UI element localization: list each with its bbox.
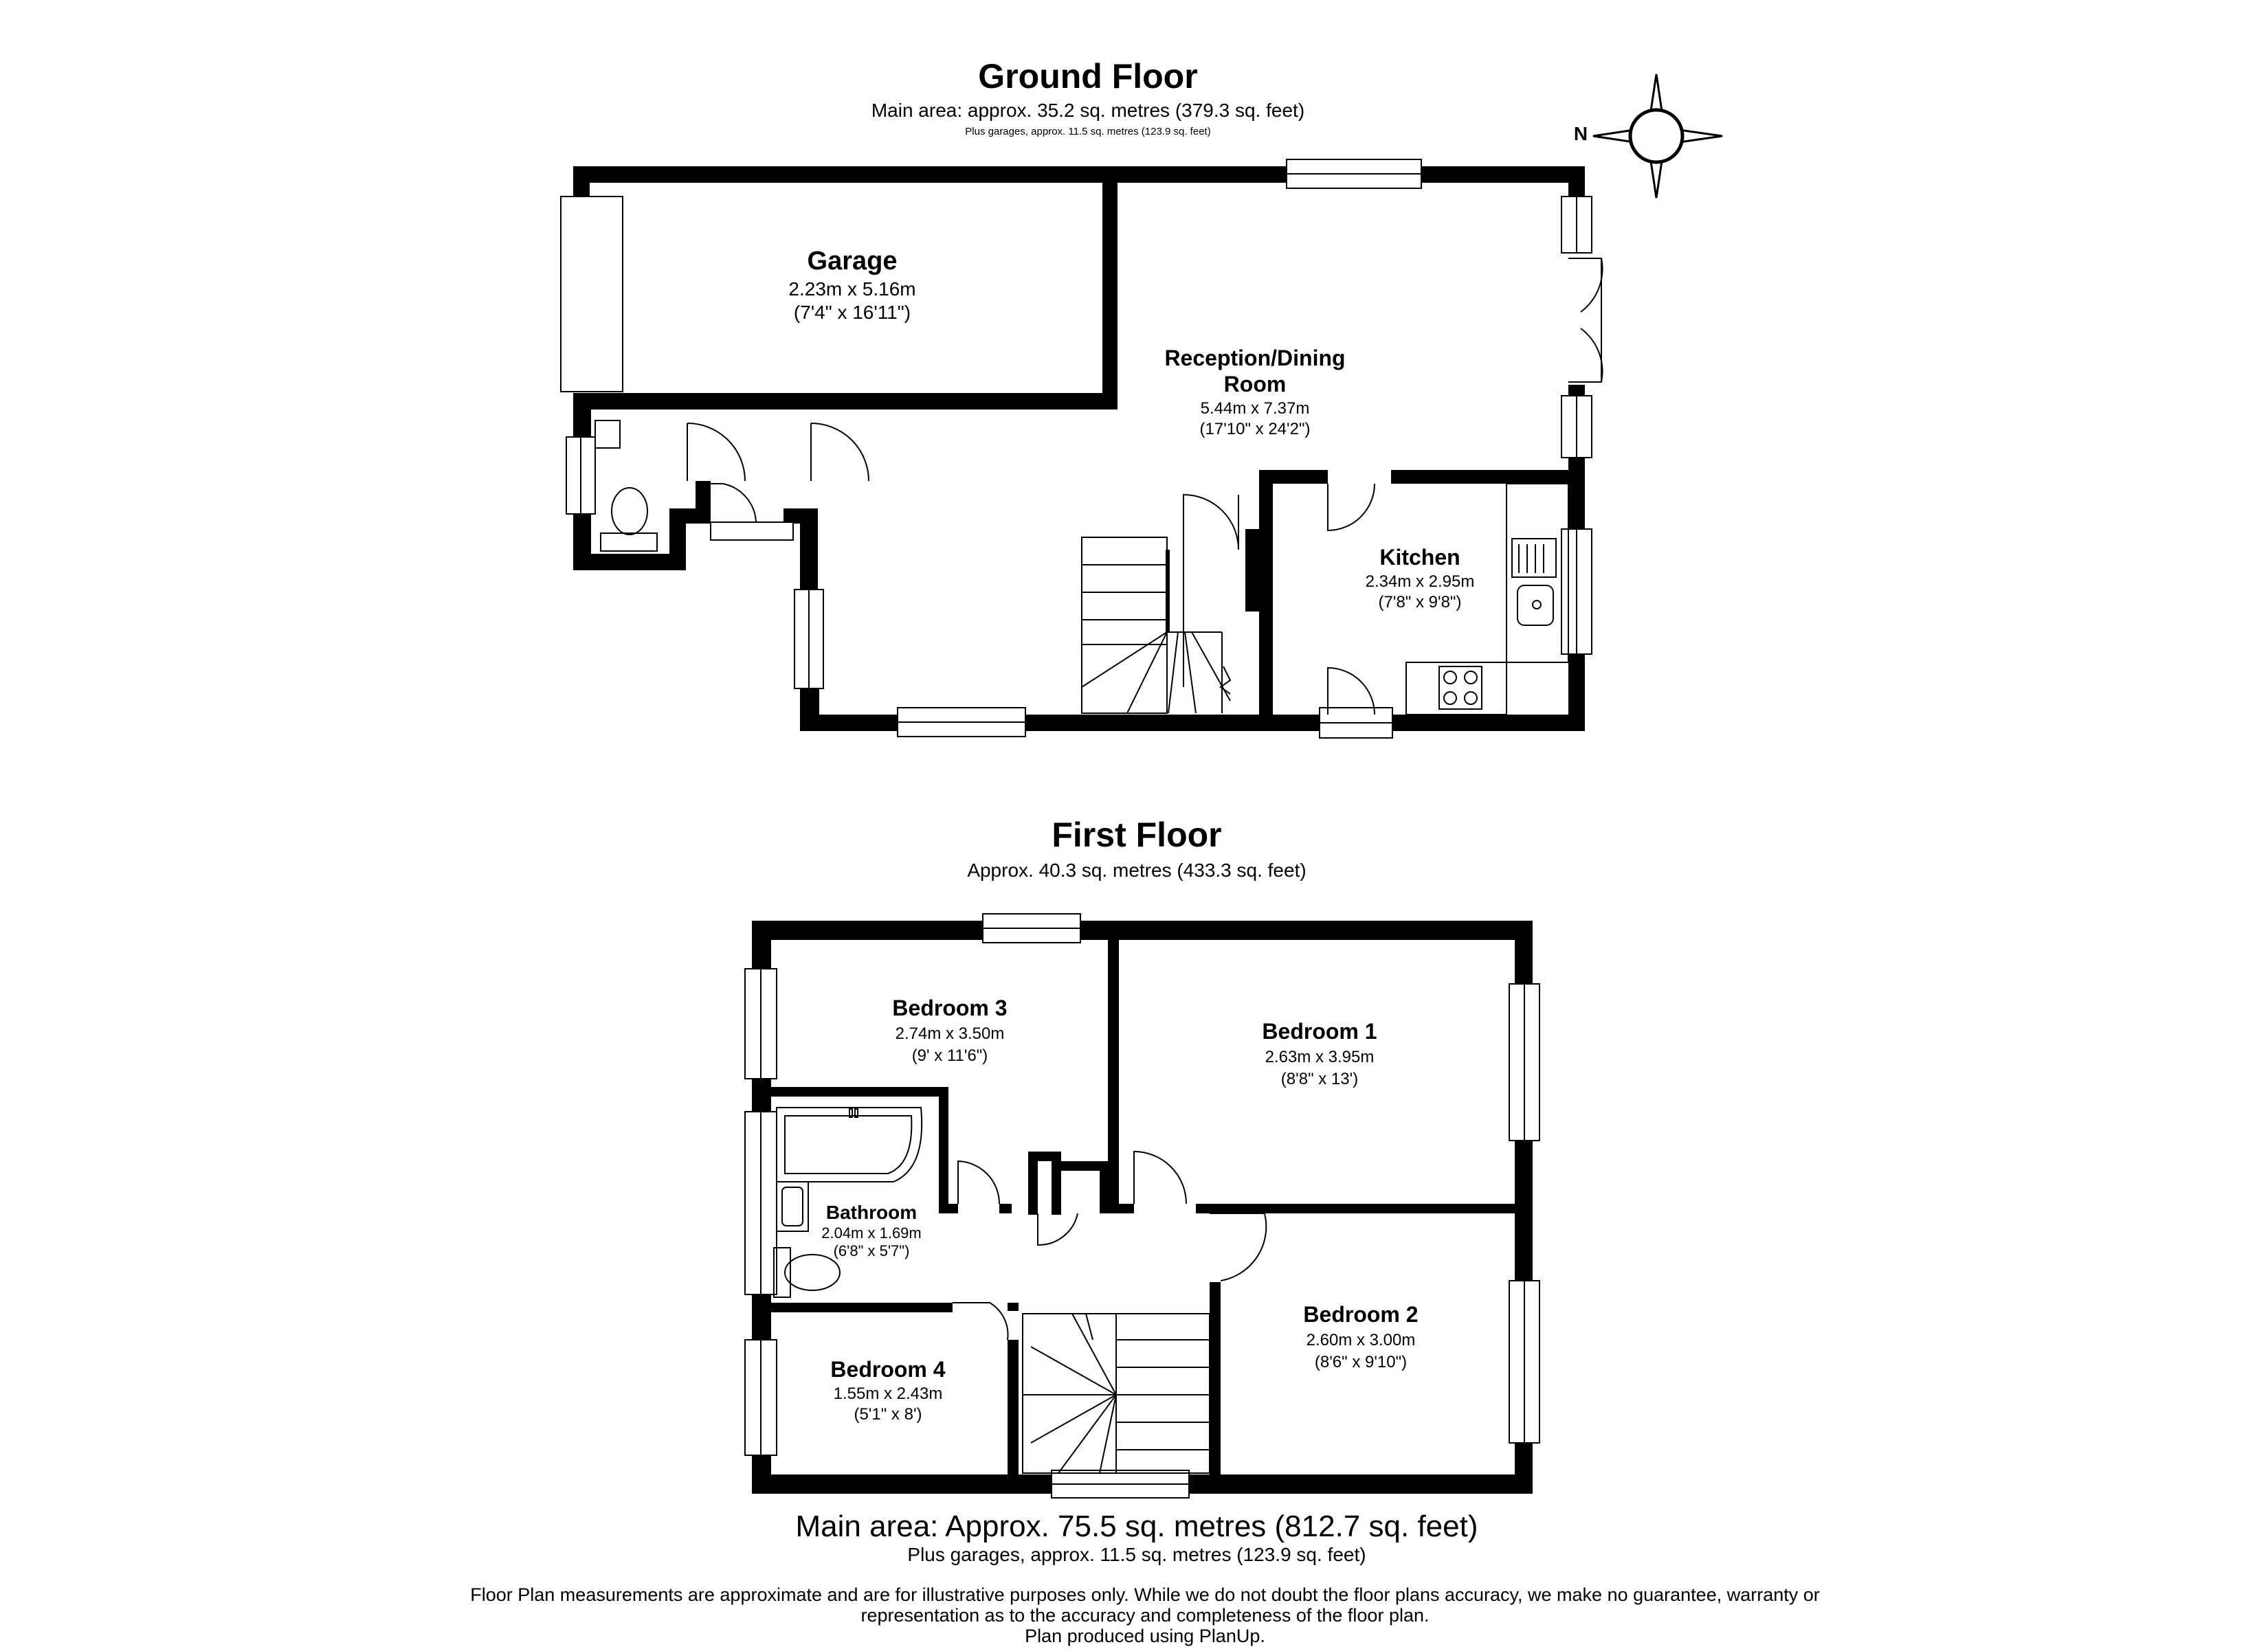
door xyxy=(811,423,869,481)
compass-north-label: N xyxy=(1573,123,1588,144)
room-dimensions-imperial: (8'8" x 13') xyxy=(1280,1070,1359,1088)
door xyxy=(711,484,756,522)
toilet-icon xyxy=(785,1255,840,1290)
room-dimensions-metric: 5.44m x 7.37m xyxy=(1200,399,1310,418)
door xyxy=(1038,1213,1078,1245)
room-dimensions-imperial: (7'8" x 9'8") xyxy=(1378,593,1462,612)
front-door xyxy=(711,522,793,540)
room-dimensions-metric: 1.55m x 2.43m xyxy=(833,1384,943,1403)
ground-floor-plan xyxy=(573,166,1585,731)
door xyxy=(953,1303,1008,1340)
room-name: Bedroom 3 xyxy=(892,996,1008,1020)
door xyxy=(1328,484,1375,530)
compass-rose-icon xyxy=(1574,74,1722,198)
ground-floor-main-area: Main area: approx. 35.2 sq. metres (379.3 sq. feet) xyxy=(871,100,1305,121)
room-garage xyxy=(788,247,915,323)
room-bedroom-4 xyxy=(830,1357,945,1424)
door xyxy=(958,1161,999,1204)
room-kitchen xyxy=(1366,545,1475,612)
room-dimensions-metric: 2.63m x 3.95m xyxy=(1265,1048,1375,1066)
room-bedroom-1 xyxy=(1262,1019,1377,1088)
room-bedroom-3 xyxy=(892,996,1007,1065)
room-dimensions-imperial: (8'6" x 9'10") xyxy=(1314,1353,1408,1371)
sink-icon xyxy=(1517,585,1553,625)
room-name: Bedroom 1 xyxy=(1262,1019,1377,1044)
door xyxy=(1210,1213,1266,1281)
bath-icon xyxy=(777,1108,922,1182)
disclaimer-line-3: Plan produced using PlanUp. xyxy=(1025,1626,1265,1646)
door xyxy=(1134,1152,1186,1204)
room-reception-dining xyxy=(1164,346,1345,438)
room-name: Bathroom xyxy=(825,1202,918,1223)
disclaimer-line-1: Floor Plan measurements are approximate and are for illustrative purposes only. While we do not doubt the floor plans accuracy, we make no guarantee, warranty or xyxy=(470,1584,1820,1605)
room-dimensions-metric: 2.34m x 2.95m xyxy=(1365,572,1475,591)
room-name: Kitchen xyxy=(1379,545,1460,570)
total-garages-area: Plus garages, approx. 11.5 sq. metres (123.9 sq. feet) xyxy=(907,1544,1366,1565)
room-dimensions-imperial: (17'10" x 24'2") xyxy=(1199,420,1311,438)
room-dimensions-metric: 2.60m x 3.00m xyxy=(1306,1331,1416,1349)
french-door xyxy=(1568,258,1603,312)
ground-floor-garages-area: Plus garages, approx. 11.5 sq. metres (123.9 sq. feet) xyxy=(965,126,1211,137)
room-dimensions-metric: 2.74m x 3.50m xyxy=(895,1024,1005,1043)
room-bedroom-2 xyxy=(1303,1302,1418,1371)
room-name: Reception/Dining xyxy=(1164,346,1346,370)
ground-floor-title: Ground Floor xyxy=(978,57,1198,96)
room-dimensions-imperial: (9' x 11'6") xyxy=(911,1046,988,1065)
first-floor-area: Approx. 40.3 sq. metres (433.3 sq. feet) xyxy=(967,860,1307,881)
door xyxy=(1183,495,1238,550)
sink-icon xyxy=(595,420,620,448)
sink-icon xyxy=(777,1182,808,1231)
room-dimensions-imperial: (6'8" x 5'7") xyxy=(833,1242,910,1259)
first-floor-title: First Floor xyxy=(1052,816,1222,854)
total-main-area: Main area: Approx. 75.5 sq. metres (812.7 sq. feet) xyxy=(795,1510,1478,1543)
room-dimensions-imperial: (5'1" x 8') xyxy=(854,1405,922,1424)
french-door xyxy=(1568,328,1603,382)
room-name: Garage xyxy=(807,247,898,276)
first-floor-stairs xyxy=(1023,1314,1210,1473)
room-name: Bedroom 4 xyxy=(830,1357,946,1382)
room-name: Bedroom 2 xyxy=(1303,1302,1419,1327)
garage-door xyxy=(561,197,623,392)
room-dimensions-imperial: (7'4" x 16'11") xyxy=(793,302,911,323)
room-bathroom xyxy=(821,1202,922,1259)
room-dimensions-metric: 2.23m x 5.16m xyxy=(788,278,916,300)
room-dimensions-metric: 2.04m x 1.69m xyxy=(821,1224,922,1242)
disclaimer-line-2: representation as to the accuracy and completeness of the floor plan. xyxy=(860,1605,1430,1626)
toilet-icon xyxy=(612,488,647,535)
room-name: Room xyxy=(1223,372,1287,396)
ground-floor-stairs xyxy=(1082,537,1249,713)
door xyxy=(687,423,745,481)
